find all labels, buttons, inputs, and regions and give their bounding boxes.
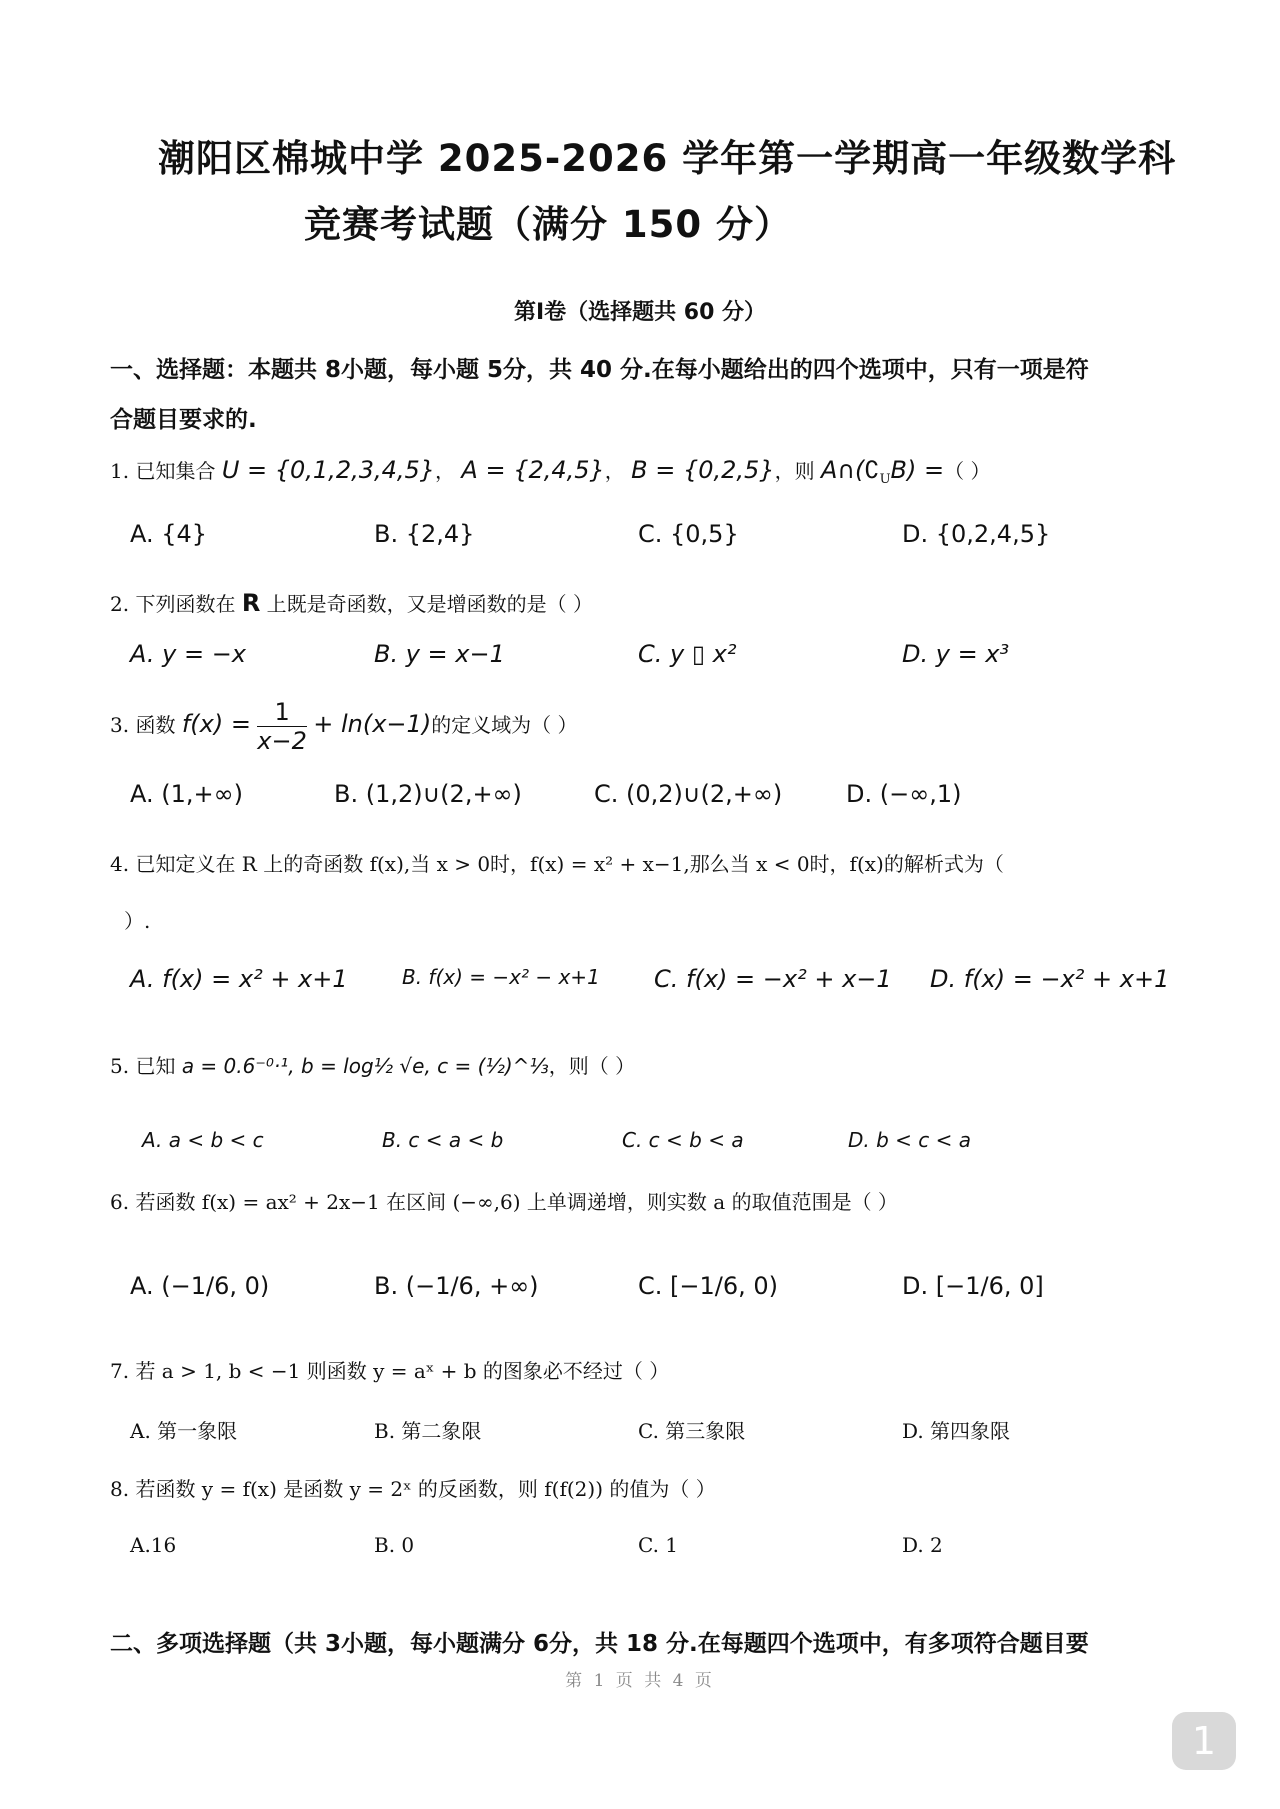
option-a[interactable]: A. y = −x (130, 640, 247, 668)
fraction: $\frac{1}{x-2}$ (257, 698, 307, 755)
option-c[interactable]: C. 第三象限 (638, 1419, 746, 1443)
option-d[interactable]: D. {0,2,4,5} (902, 520, 1051, 548)
option-b[interactable]: B. {2,4} (374, 520, 475, 548)
option-a[interactable]: A. f(x) = x² + x+1 (130, 965, 348, 993)
option-a[interactable]: A. (−1/6, 0) (130, 1272, 270, 1300)
option-c[interactable]: C. [−1/6, 0) (638, 1272, 779, 1300)
section1-heading (110, 345, 1190, 445)
section2-heading: 二、多项选择题（共 3小题，每小题满分 6分，共 18 分.在每题四个选项中，有多项符合题目要 (110, 1631, 1089, 1657)
option-c[interactable]: C. {0,5} (638, 520, 739, 548)
option-d[interactable]: D. 2 (902, 1533, 943, 1557)
exam-title-line2: 竞赛考试题（满分 150 分） (304, 203, 792, 246)
option-b[interactable]: B. y = x−1 (374, 640, 505, 668)
option-c[interactable]: C. f(x) = −x² + x−1 (654, 965, 892, 993)
question-5: 5. 已知 a = 0.6⁻⁰·¹, b = log½ √e, c = (½)^⅓，则（ ） (110, 1054, 636, 1078)
option-c[interactable]: C. c < b < a (622, 1128, 744, 1152)
question-7: 7. 若 a > 1, b < −1 则函数 y = aˣ + b 的图象必不经过（ ） (110, 1359, 670, 1383)
option-d[interactable]: D. f(x) = −x² + x+1 (930, 965, 1170, 993)
option-b[interactable]: B. (−1/6, +∞) (374, 1272, 539, 1300)
question-4: 4. 已知定义在 R 上的奇函数 f(x),当 x > 0时，f(x) = x² + x−1,那么当 x < 0时，f(x)的解析式为（ (110, 852, 1004, 876)
option-d[interactable]: D. y = x³ (902, 640, 1010, 668)
option-b[interactable]: B. f(x) = −x² − x+1 (402, 965, 600, 989)
option-d[interactable]: D. 第四象限 (902, 1419, 1011, 1443)
option-b[interactable]: B. 第二象限 (374, 1419, 482, 1443)
option-b[interactable]: B. (1,2)∪(2,+∞) (334, 780, 522, 808)
question-8: 8. 若函数 y = f(x) 是函数 y = 2ˣ 的反函数，则 f(f(2)) 的值为（ ） (110, 1477, 716, 1501)
question-4-cont: ）. (124, 909, 151, 933)
option-d[interactable]: D. [−1/6, 0] (902, 1272, 1044, 1300)
option-c[interactable]: C. (0,2)∪(2,+∞) (594, 780, 783, 808)
option-d[interactable]: D. b < c < a (848, 1128, 972, 1152)
option-c[interactable]: C. y ▯ x² (638, 640, 737, 668)
option-b[interactable]: B. 0 (374, 1533, 415, 1557)
page-footer: 第 1 页 共 4 页 (565, 1671, 715, 1691)
option-d[interactable]: D. (−∞,1) (846, 780, 962, 808)
section1-line2: 合题目要求的. (110, 407, 257, 433)
question-2: 2. 下列函数在 R 上既是奇函数，又是增函数的是（ ） (110, 589, 594, 617)
option-a[interactable]: A. a < b < c (142, 1128, 264, 1152)
page-number-badge[interactable]: 1 (1172, 1712, 1236, 1770)
option-c[interactable]: C. 1 (638, 1533, 679, 1557)
option-a[interactable]: A. 第一象限 (130, 1419, 238, 1443)
option-a[interactable]: A.16 (130, 1533, 177, 1557)
exam-title-line1: 潮阳区棉城中学 2025-2026 学年第一学期高一年级数学科 (158, 137, 1177, 180)
question-3: 3. 函数 f(x) = $\frac{1}{x-2}$ + ln(x−1)的定义域为（ ） (110, 698, 578, 755)
option-b[interactable]: B. c < a < b (382, 1128, 504, 1152)
option-a[interactable]: A. {4} (130, 520, 208, 548)
volume-heading: 第Ⅰ卷（选择题共 60 分） (513, 300, 767, 325)
option-a[interactable]: A. (1,+∞) (130, 780, 243, 808)
section1-line1: 一、选择题：本题共 8小题，每小题 5分，共 40 分.在每小题给出的四个选项中，只有一项是符 (110, 357, 1089, 383)
question-1: 1. 已知集合 U = {0,1,2,3,4,5}， A = {2,4,5}， B = {0,2,5}，则 $A\cap(∁_UB)$ =（ ） (110, 456, 991, 487)
question-6: 6. 若函数 f(x) = ax² + 2x−1 在区间 (−∞,6) 上单调递增，则实数 a 的取值范围是（ ） (110, 1190, 898, 1214)
